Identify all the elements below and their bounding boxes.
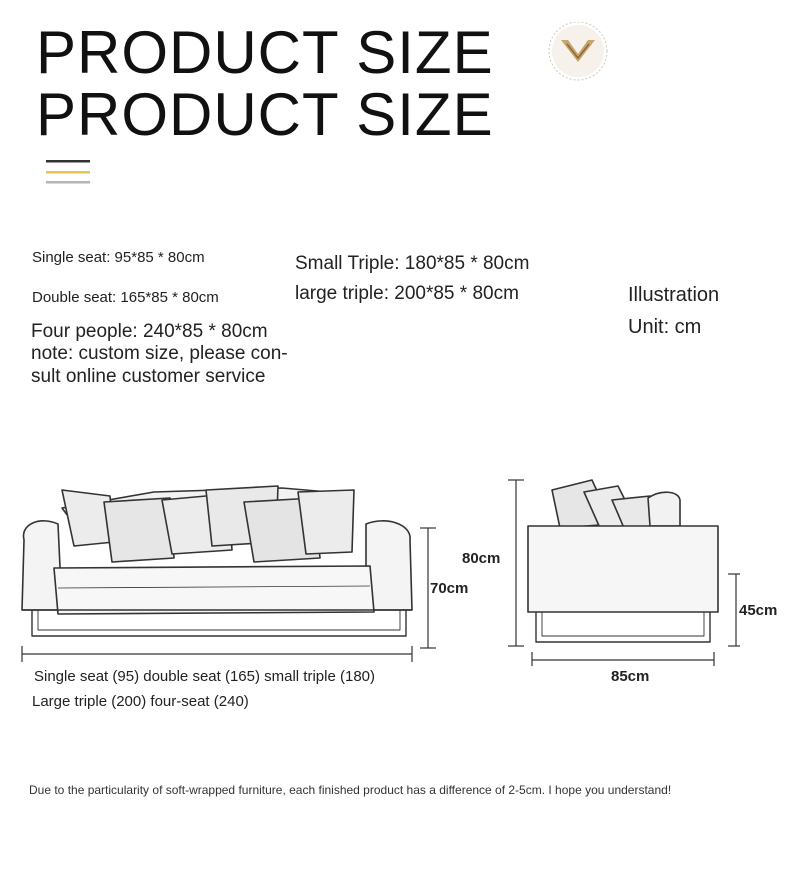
triple-stripe-icon [46, 160, 92, 186]
spec-note-line2: sult online customer service [31, 366, 266, 387]
spec-large-triple: large triple: 200*85 * 80cm [295, 283, 519, 304]
spec-four-people: Four people: 240*85 * 80cm [31, 321, 268, 342]
spec-single-seat: Single seat: 95*85 * 80cm [32, 249, 205, 266]
sofa-side-view-drawing [500, 470, 740, 666]
illustration-label: Illustration [628, 284, 720, 306]
front-height-label: 70cm [430, 580, 469, 597]
unit-label: Unit: cm [628, 316, 702, 338]
width-options-line1: Single seat (95) double seat (165) small triple (180) [34, 668, 376, 685]
chevron-badge-icon [545, 22, 613, 82]
spec-small-triple: Small Triple: 180*85 * 80cm [295, 253, 530, 274]
side-depth-label: 85cm [611, 668, 650, 685]
disclaimer-text: Due to the particularity of soft-wrapped furniture, each finished product has a difference of 2-5cm. I hope you understand! [29, 783, 672, 797]
page-title: PRODUCT SIZE [36, 19, 494, 86]
width-options-line2: Large triple (200) four-seat (240) [32, 693, 249, 710]
spec-note-line1: note: custom size, please con- [31, 343, 288, 364]
spec-double-seat: Double seat: 165*85 * 80cm [32, 289, 219, 306]
page-title-repeat: PRODUCT SIZE [36, 81, 494, 148]
side-seat-height-label: 45cm [739, 602, 778, 619]
side-total-height-label: 80cm [462, 550, 501, 567]
sofa-front-view-drawing [14, 480, 454, 662]
